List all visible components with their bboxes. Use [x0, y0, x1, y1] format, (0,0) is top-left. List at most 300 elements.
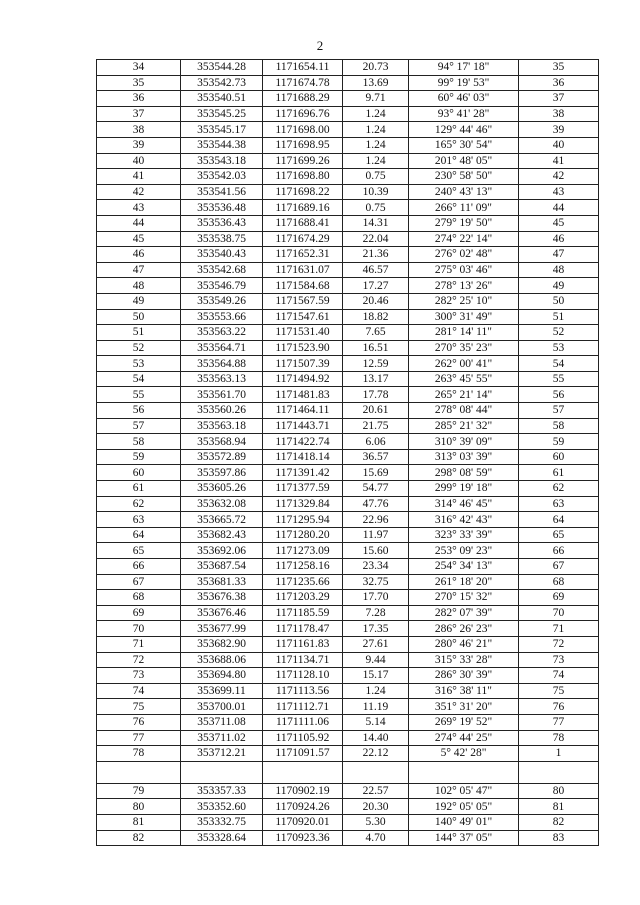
scan-mark	[555, 866, 561, 872]
x-coordinate-cell: 353543.18	[181, 153, 263, 169]
x-coordinate-cell: 353542.73	[181, 75, 263, 91]
direction-angle-cell: 60° 46' 03"	[409, 91, 519, 107]
x-coordinate-cell: 353597.86	[181, 465, 263, 481]
direction-angle-cell: 299° 19' 18"	[409, 481, 519, 497]
x-coordinate-cell: 353682.90	[181, 636, 263, 652]
table-row	[97, 293, 599, 309]
x-coordinate-cell: 353536.48	[181, 200, 263, 216]
distance-cell: 1.24	[343, 122, 409, 138]
next-point-number-cell: 83	[519, 830, 599, 846]
next-point-number-cell: 53	[519, 340, 599, 356]
y-coordinate-cell: 1170924.26	[263, 799, 343, 815]
direction-angle-cell: 276° 02' 48"	[409, 247, 519, 263]
table-row	[97, 636, 599, 652]
next-point-number-cell: 44	[519, 200, 599, 216]
direction-angle-cell: 253° 09' 23"	[409, 543, 519, 559]
direction-angle-cell: 351° 31' 20"	[409, 699, 519, 715]
x-coordinate-cell: 353542.03	[181, 169, 263, 185]
empty-cell	[519, 761, 599, 783]
x-coordinate-cell: 353665.72	[181, 512, 263, 528]
direction-angle-cell: 99° 19' 53"	[409, 75, 519, 91]
x-coordinate-cell: 353544.38	[181, 137, 263, 153]
distance-cell: 17.70	[343, 590, 409, 606]
next-point-number-cell: 48	[519, 262, 599, 278]
y-coordinate-cell: 1171699.26	[263, 153, 343, 169]
x-coordinate-cell: 353568.94	[181, 434, 263, 450]
direction-angle-cell: 298° 08' 59"	[409, 465, 519, 481]
x-coordinate-cell: 353699.11	[181, 683, 263, 699]
direction-angle-cell: 282° 07' 39"	[409, 605, 519, 621]
distance-cell: 5.14	[343, 714, 409, 730]
point-number-cell: 54	[97, 371, 181, 387]
empty-cell	[97, 761, 181, 783]
direction-angle-cell: 280° 46' 21"	[409, 636, 519, 652]
distance-cell: 15.60	[343, 543, 409, 559]
table-row	[97, 325, 599, 341]
direction-angle-cell: 93° 41' 28"	[409, 106, 519, 122]
point-number-cell: 73	[97, 668, 181, 684]
point-number-cell: 71	[97, 636, 181, 652]
distance-cell: 11.97	[343, 527, 409, 543]
distance-cell: 4.70	[343, 830, 409, 846]
next-point-number-cell: 69	[519, 590, 599, 606]
table-gap-row	[97, 761, 599, 783]
table-row	[97, 830, 599, 846]
x-coordinate-cell: 353561.70	[181, 387, 263, 403]
table-row	[97, 783, 599, 799]
direction-angle-cell: 300° 31' 49"	[409, 309, 519, 325]
y-coordinate-cell: 1171531.40	[263, 325, 343, 341]
table-row	[97, 231, 599, 247]
direction-angle-cell: 94° 17' 18"	[409, 60, 519, 76]
table-row	[97, 418, 599, 434]
distance-cell: 1.24	[343, 106, 409, 122]
table-row	[97, 496, 599, 512]
distance-cell: 36.57	[343, 449, 409, 465]
direction-angle-cell: 279° 19' 50"	[409, 215, 519, 231]
y-coordinate-cell: 1171295.94	[263, 512, 343, 528]
x-coordinate-cell: 353688.06	[181, 652, 263, 668]
table-row	[97, 730, 599, 746]
x-coordinate-cell: 353563.18	[181, 418, 263, 434]
table-row	[97, 449, 599, 465]
point-number-cell: 46	[97, 247, 181, 263]
y-coordinate-cell: 1171567.59	[263, 293, 343, 309]
point-number-cell: 56	[97, 403, 181, 419]
y-coordinate-cell: 1171203.29	[263, 590, 343, 606]
direction-angle-cell: 263° 45' 55"	[409, 371, 519, 387]
next-point-number-cell: 52	[519, 325, 599, 341]
y-coordinate-cell: 1171698.80	[263, 169, 343, 185]
y-coordinate-cell: 1171273.09	[263, 543, 343, 559]
next-point-number-cell: 57	[519, 403, 599, 419]
direction-angle-cell: 262° 00' 41"	[409, 356, 519, 372]
distance-cell: 1.24	[343, 683, 409, 699]
point-number-cell: 72	[97, 652, 181, 668]
next-point-number-cell: 39	[519, 122, 599, 138]
point-number-cell: 78	[97, 746, 181, 762]
y-coordinate-cell: 1171631.07	[263, 262, 343, 278]
table-row	[97, 340, 599, 356]
direction-angle-cell: 278° 13' 26"	[409, 278, 519, 294]
distance-cell: 21.75	[343, 418, 409, 434]
point-number-cell: 69	[97, 605, 181, 621]
next-point-number-cell: 75	[519, 683, 599, 699]
y-coordinate-cell: 1171698.00	[263, 122, 343, 138]
y-coordinate-cell: 1171464.11	[263, 403, 343, 419]
x-coordinate-cell: 353545.25	[181, 106, 263, 122]
table-row	[97, 527, 599, 543]
table-row	[97, 574, 599, 590]
point-number-cell: 50	[97, 309, 181, 325]
distance-cell: 22.96	[343, 512, 409, 528]
direction-angle-cell: 274° 44' 25"	[409, 730, 519, 746]
point-number-cell: 75	[97, 699, 181, 715]
point-number-cell: 53	[97, 356, 181, 372]
point-number-cell: 64	[97, 527, 181, 543]
table-row	[97, 215, 599, 231]
next-point-number-cell: 1	[519, 746, 599, 762]
direction-angle-cell: 275° 03' 46"	[409, 262, 519, 278]
distance-cell: 22.57	[343, 783, 409, 799]
direction-angle-cell: 285° 21' 32"	[409, 418, 519, 434]
direction-angle-cell: 314° 46' 45"	[409, 496, 519, 512]
point-number-cell: 81	[97, 814, 181, 830]
distance-cell: 18.82	[343, 309, 409, 325]
direction-angle-cell: 269° 19' 52"	[409, 714, 519, 730]
direction-angle-cell: 230° 58' 50"	[409, 169, 519, 185]
next-point-number-cell: 80	[519, 783, 599, 799]
next-point-number-cell: 67	[519, 559, 599, 575]
point-number-cell: 52	[97, 340, 181, 356]
table-row	[97, 137, 599, 153]
distance-cell: 20.73	[343, 60, 409, 76]
table-row	[97, 75, 599, 91]
direction-angle-cell: 240° 43' 13"	[409, 184, 519, 200]
next-point-number-cell: 56	[519, 387, 599, 403]
y-coordinate-cell: 1171112.71	[263, 699, 343, 715]
y-coordinate-cell: 1171547.61	[263, 309, 343, 325]
x-coordinate-cell: 353549.26	[181, 293, 263, 309]
direction-angle-cell: 310° 39' 09"	[409, 434, 519, 450]
point-number-cell: 79	[97, 783, 181, 799]
distance-cell: 10.39	[343, 184, 409, 200]
point-number-cell: 49	[97, 293, 181, 309]
next-point-number-cell: 81	[519, 799, 599, 815]
next-point-number-cell: 46	[519, 231, 599, 247]
table-row	[97, 465, 599, 481]
y-coordinate-cell: 1171128.10	[263, 668, 343, 684]
x-coordinate-cell: 353682.43	[181, 527, 263, 543]
distance-cell: 14.31	[343, 215, 409, 231]
distance-cell: 12.59	[343, 356, 409, 372]
table-row	[97, 481, 599, 497]
y-coordinate-cell: 1171113.56	[263, 683, 343, 699]
y-coordinate-cell: 1171258.16	[263, 559, 343, 575]
table-row	[97, 278, 599, 294]
y-coordinate-cell: 1171584.68	[263, 278, 343, 294]
next-point-number-cell: 82	[519, 814, 599, 830]
next-point-number-cell: 72	[519, 636, 599, 652]
next-point-number-cell: 71	[519, 621, 599, 637]
y-coordinate-cell: 1171698.22	[263, 184, 343, 200]
coordinates-table	[96, 59, 599, 846]
next-point-number-cell: 51	[519, 309, 599, 325]
point-number-cell: 36	[97, 91, 181, 107]
direction-angle-cell: 192° 05' 05"	[409, 799, 519, 815]
table-row	[97, 106, 599, 122]
next-point-number-cell: 65	[519, 527, 599, 543]
table-row	[97, 814, 599, 830]
table-row	[97, 247, 599, 263]
x-coordinate-cell: 353544.28	[181, 60, 263, 76]
direction-angle-cell: 5° 42' 28"	[409, 746, 519, 762]
point-number-cell: 57	[97, 418, 181, 434]
x-coordinate-cell: 353560.26	[181, 403, 263, 419]
y-coordinate-cell: 1171481.83	[263, 387, 343, 403]
point-number-cell: 74	[97, 683, 181, 699]
distance-cell: 14.40	[343, 730, 409, 746]
y-coordinate-cell: 1171688.29	[263, 91, 343, 107]
distance-cell: 20.46	[343, 293, 409, 309]
y-coordinate-cell: 1171377.59	[263, 481, 343, 497]
point-number-cell: 67	[97, 574, 181, 590]
next-point-number-cell: 61	[519, 465, 599, 481]
table-row	[97, 605, 599, 621]
table-row	[97, 621, 599, 637]
coordinates-table-container	[96, 59, 598, 846]
y-coordinate-cell: 1171418.14	[263, 449, 343, 465]
table-row	[97, 799, 599, 815]
next-point-number-cell: 62	[519, 481, 599, 497]
next-point-number-cell: 60	[519, 449, 599, 465]
distance-cell: 20.61	[343, 403, 409, 419]
distance-cell: 17.35	[343, 621, 409, 637]
point-number-cell: 68	[97, 590, 181, 606]
x-coordinate-cell: 353564.71	[181, 340, 263, 356]
distance-cell: 22.12	[343, 746, 409, 762]
point-number-cell: 62	[97, 496, 181, 512]
table-row	[97, 543, 599, 559]
direction-angle-cell: 140° 49' 01"	[409, 814, 519, 830]
x-coordinate-cell: 353546.79	[181, 278, 263, 294]
x-coordinate-cell: 353357.33	[181, 783, 263, 799]
distance-cell: 5.30	[343, 814, 409, 830]
x-coordinate-cell: 353542.68	[181, 262, 263, 278]
x-coordinate-cell: 353541.56	[181, 184, 263, 200]
distance-cell: 17.78	[343, 387, 409, 403]
y-coordinate-cell: 1171698.95	[263, 137, 343, 153]
x-coordinate-cell: 353692.06	[181, 543, 263, 559]
next-point-number-cell: 50	[519, 293, 599, 309]
direction-angle-cell: 129° 44' 46"	[409, 122, 519, 138]
empty-cell	[181, 761, 263, 783]
x-coordinate-cell: 353563.13	[181, 371, 263, 387]
distance-cell: 13.69	[343, 75, 409, 91]
point-number-cell: 43	[97, 200, 181, 216]
x-coordinate-cell: 353711.08	[181, 714, 263, 730]
x-coordinate-cell: 353676.38	[181, 590, 263, 606]
distance-cell: 22.04	[343, 231, 409, 247]
table-row	[97, 91, 599, 107]
x-coordinate-cell: 353538.75	[181, 231, 263, 247]
direction-angle-cell: 313° 03' 39"	[409, 449, 519, 465]
y-coordinate-cell: 1170923.36	[263, 830, 343, 846]
x-coordinate-cell: 353694.80	[181, 668, 263, 684]
table-row	[97, 371, 599, 387]
distance-cell: 1.24	[343, 153, 409, 169]
table-row	[97, 512, 599, 528]
direction-angle-cell: 315° 33' 28"	[409, 652, 519, 668]
table-row	[97, 559, 599, 575]
direction-angle-cell: 270° 35' 23"	[409, 340, 519, 356]
y-coordinate-cell: 1171523.90	[263, 340, 343, 356]
x-coordinate-cell: 353564.88	[181, 356, 263, 372]
next-point-number-cell: 35	[519, 60, 599, 76]
y-coordinate-cell: 1171674.29	[263, 231, 343, 247]
direction-angle-cell: 265° 21' 14"	[409, 387, 519, 403]
next-point-number-cell: 76	[519, 699, 599, 715]
direction-angle-cell: 165° 30' 54"	[409, 137, 519, 153]
point-number-cell: 48	[97, 278, 181, 294]
next-point-number-cell: 42	[519, 169, 599, 185]
point-number-cell: 47	[97, 262, 181, 278]
next-point-number-cell: 64	[519, 512, 599, 528]
point-number-cell: 77	[97, 730, 181, 746]
direction-angle-cell: 266° 11' 09"	[409, 200, 519, 216]
next-point-number-cell: 66	[519, 543, 599, 559]
table-row	[97, 434, 599, 450]
direction-angle-cell: 278° 08' 44"	[409, 403, 519, 419]
x-coordinate-cell: 353712.21	[181, 746, 263, 762]
direction-angle-cell: 286° 26' 23"	[409, 621, 519, 637]
distance-cell: 47.76	[343, 496, 409, 512]
distance-cell: 0.75	[343, 169, 409, 185]
point-number-cell: 65	[97, 543, 181, 559]
point-number-cell: 63	[97, 512, 181, 528]
next-point-number-cell: 40	[519, 137, 599, 153]
y-coordinate-cell: 1171091.57	[263, 746, 343, 762]
next-point-number-cell: 41	[519, 153, 599, 169]
next-point-number-cell: 55	[519, 371, 599, 387]
table-row	[97, 387, 599, 403]
y-coordinate-cell: 1171494.92	[263, 371, 343, 387]
point-number-cell: 60	[97, 465, 181, 481]
direction-angle-cell: 323° 33' 39"	[409, 527, 519, 543]
x-coordinate-cell: 353540.51	[181, 91, 263, 107]
y-coordinate-cell: 1171688.41	[263, 215, 343, 231]
point-number-cell: 58	[97, 434, 181, 450]
distance-cell: 9.44	[343, 652, 409, 668]
x-coordinate-cell: 353332.75	[181, 814, 263, 830]
y-coordinate-cell: 1171111.06	[263, 714, 343, 730]
next-point-number-cell: 68	[519, 574, 599, 590]
y-coordinate-cell: 1171422.74	[263, 434, 343, 450]
distance-cell: 15.17	[343, 668, 409, 684]
x-coordinate-cell: 353677.99	[181, 621, 263, 637]
next-point-number-cell: 77	[519, 714, 599, 730]
y-coordinate-cell: 1171507.39	[263, 356, 343, 372]
y-coordinate-cell: 1170902.19	[263, 783, 343, 799]
direction-angle-cell: 316° 38' 11"	[409, 683, 519, 699]
point-number-cell: 70	[97, 621, 181, 637]
y-coordinate-cell: 1171280.20	[263, 527, 343, 543]
y-coordinate-cell: 1171105.92	[263, 730, 343, 746]
y-coordinate-cell: 1171185.59	[263, 605, 343, 621]
point-number-cell: 42	[97, 184, 181, 200]
point-number-cell: 80	[97, 799, 181, 815]
next-point-number-cell: 43	[519, 184, 599, 200]
next-point-number-cell: 74	[519, 668, 599, 684]
y-coordinate-cell: 1171178.47	[263, 621, 343, 637]
point-number-cell: 59	[97, 449, 181, 465]
point-number-cell: 61	[97, 481, 181, 497]
point-number-cell: 39	[97, 137, 181, 153]
point-number-cell: 41	[97, 169, 181, 185]
table-row	[97, 60, 599, 76]
point-number-cell: 34	[97, 60, 181, 76]
distance-cell: 21.36	[343, 247, 409, 263]
distance-cell: 13.17	[343, 371, 409, 387]
next-point-number-cell: 73	[519, 652, 599, 668]
direction-angle-cell: 201° 48' 05"	[409, 153, 519, 169]
direction-angle-cell: 270° 15' 32"	[409, 590, 519, 606]
y-coordinate-cell: 1171652.31	[263, 247, 343, 263]
y-coordinate-cell: 1171654.11	[263, 60, 343, 76]
table-row	[97, 403, 599, 419]
distance-cell: 1.24	[343, 137, 409, 153]
distance-cell: 16.51	[343, 340, 409, 356]
next-point-number-cell: 59	[519, 434, 599, 450]
distance-cell: 17.27	[343, 278, 409, 294]
point-number-cell: 82	[97, 830, 181, 846]
direction-angle-cell: 261° 18' 20"	[409, 574, 519, 590]
direction-angle-cell: 282° 25' 10"	[409, 293, 519, 309]
next-point-number-cell: 45	[519, 215, 599, 231]
table-row	[97, 699, 599, 715]
distance-cell: 11.19	[343, 699, 409, 715]
table-row	[97, 714, 599, 730]
point-number-cell: 38	[97, 122, 181, 138]
x-coordinate-cell: 353563.22	[181, 325, 263, 341]
x-coordinate-cell: 353687.54	[181, 559, 263, 575]
distance-cell: 27.61	[343, 636, 409, 652]
direction-angle-cell: 274° 22' 14"	[409, 231, 519, 247]
table-row	[97, 356, 599, 372]
x-coordinate-cell: 353676.46	[181, 605, 263, 621]
x-coordinate-cell: 353540.43	[181, 247, 263, 263]
point-number-cell: 44	[97, 215, 181, 231]
x-coordinate-cell: 353700.01	[181, 699, 263, 715]
point-number-cell: 55	[97, 387, 181, 403]
distance-cell: 46.57	[343, 262, 409, 278]
next-point-number-cell: 70	[519, 605, 599, 621]
table-row	[97, 652, 599, 668]
table-row	[97, 746, 599, 762]
x-coordinate-cell: 353328.64	[181, 830, 263, 846]
distance-cell: 7.28	[343, 605, 409, 621]
table-row	[97, 590, 599, 606]
distance-cell: 9.71	[343, 91, 409, 107]
y-coordinate-cell: 1171235.66	[263, 574, 343, 590]
next-point-number-cell: 58	[519, 418, 599, 434]
table-row	[97, 262, 599, 278]
table-row	[97, 309, 599, 325]
y-coordinate-cell: 1171674.78	[263, 75, 343, 91]
direction-angle-cell: 102° 05' 47"	[409, 783, 519, 799]
distance-cell: 20.30	[343, 799, 409, 815]
next-point-number-cell: 63	[519, 496, 599, 512]
